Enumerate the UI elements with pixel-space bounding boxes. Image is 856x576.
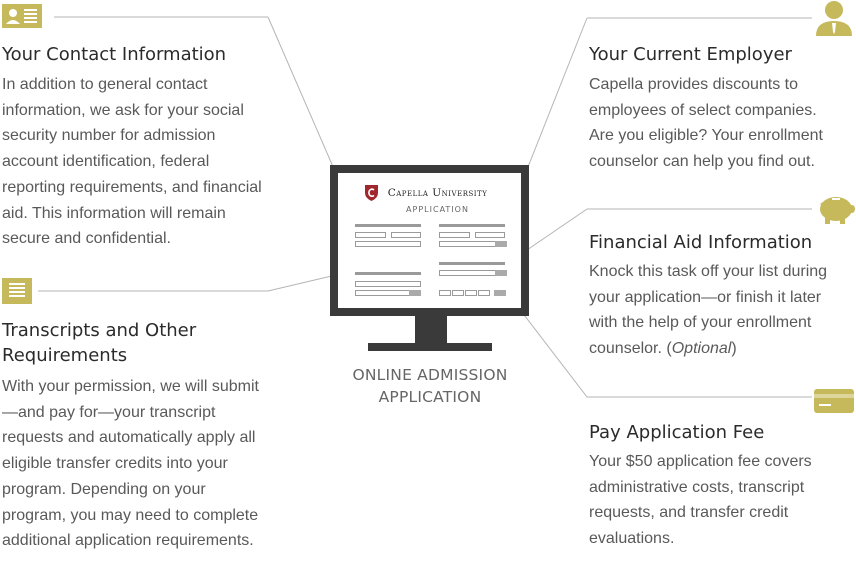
form-bar xyxy=(355,272,421,275)
piggy-bank-icon xyxy=(812,192,856,226)
monitor-stand-base xyxy=(368,343,492,351)
transcripts-title: Transcripts and Other Requirements xyxy=(2,320,197,366)
form-field xyxy=(439,290,451,296)
financial-close: ) xyxy=(731,340,737,358)
contact-body: In addition to general contact information, we ask for your social security number for admission account identification, federal reporting requirements, and financial aid. This information will remain secure and confidential. xyxy=(2,76,262,248)
fee-title: Pay Application Fee xyxy=(589,422,765,443)
form-field xyxy=(465,290,477,296)
form-button xyxy=(495,270,507,276)
person-icon xyxy=(814,0,854,36)
form-button xyxy=(495,241,507,247)
form-field xyxy=(355,241,421,247)
employer-body: Capella provides discounts to employees of select companies. Are you eligible? Your enrollment counselor can help you find out. xyxy=(589,76,823,171)
transcripts-body: With your permission, we will submit—and pay for—your transcript requests and automatically apply all eligible transfer credits into your program. Depending on your program, you may need to complete additional application requirements. xyxy=(2,378,259,550)
form-field xyxy=(478,290,490,296)
form-field xyxy=(439,232,470,238)
contact-title: Your Contact Information xyxy=(2,44,227,65)
form-bar xyxy=(439,262,505,265)
form-bar xyxy=(439,224,505,227)
document-icon xyxy=(2,278,32,304)
fee-body: Your $50 application fee covers administrative costs, transcript requests, and transfer credit evaluations. xyxy=(589,453,812,548)
brand-subtitle: APPLICATION xyxy=(406,205,469,214)
form-field xyxy=(475,232,505,238)
form-field xyxy=(452,290,464,296)
financial-body-text: Knock this task off your list during your application—or finish it later with the help of your enrollment counselor. ( xyxy=(589,263,828,358)
form-button xyxy=(409,290,421,296)
caption-line-2: APPLICATION xyxy=(378,388,482,406)
form-button xyxy=(494,290,506,296)
financial-optional: Optional xyxy=(671,340,732,358)
monitor-caption xyxy=(330,364,530,408)
monitor-stand-neck xyxy=(415,316,447,344)
financial-body xyxy=(589,259,851,362)
caption-line-1: ONLINE ADMISSION xyxy=(352,366,508,384)
employer-title: Your Current Employer xyxy=(589,44,792,65)
contact-card-icon xyxy=(2,4,42,28)
form-field xyxy=(355,281,421,287)
credit-card-icon xyxy=(814,389,854,413)
financial-title: Financial Aid Information xyxy=(589,232,813,253)
monitor xyxy=(330,165,529,316)
brand-title: Capella University xyxy=(387,187,488,199)
form-bar xyxy=(355,224,421,227)
monitor-screen xyxy=(338,173,521,308)
form-field xyxy=(355,232,386,238)
form-field xyxy=(391,232,421,238)
